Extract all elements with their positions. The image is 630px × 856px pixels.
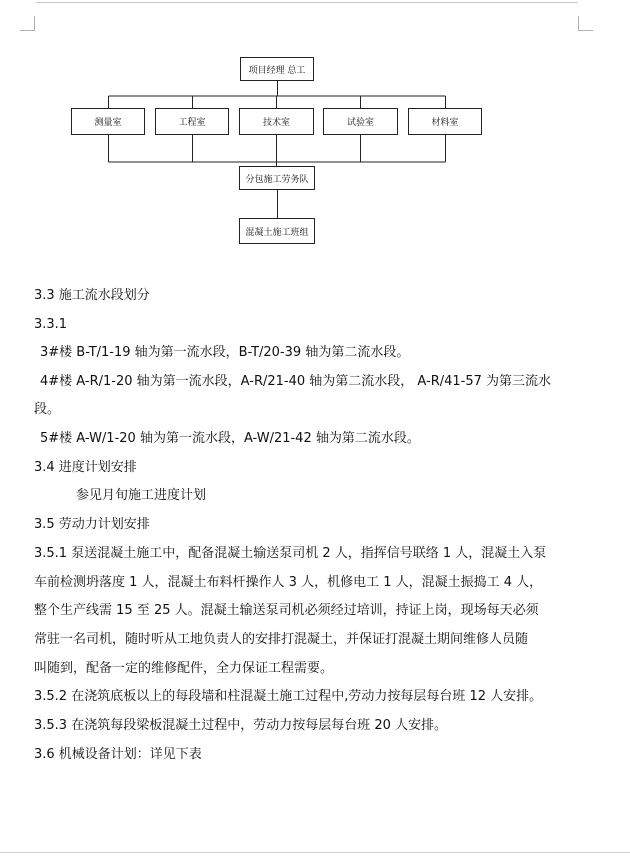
section-3-4-body: 参见月旬施工进度计划 bbox=[76, 488, 207, 503]
org-node-labor-team: 分包施工劳务队 bbox=[239, 166, 315, 190]
section-3-4-heading: 3.4 进度计划安排 bbox=[34, 460, 137, 475]
para-3-5-1-line5: 叫随到，配备一定的维修配件，全力保证工程需要。 bbox=[34, 661, 334, 676]
para-3-5-1-line4: 常驻一名司机，随时听从工地负责人的安排打混凝土，并保证打混凝土期间维修人员随 bbox=[34, 632, 529, 647]
org-node-material-room: 材料室 bbox=[408, 108, 482, 135]
section-3-6-heading: 3.6 机械设备计划：详见下表 bbox=[34, 747, 202, 762]
para-3-5-3: 3.5.3 在浇筑每段梁板混凝土过程中，劳动力按每层每台班 20 人安排。 bbox=[34, 718, 448, 733]
section-3-3-heading: 3.3 施工流水段划分 bbox=[34, 288, 150, 303]
org-node-technical-room: 技术室 bbox=[239, 108, 314, 135]
building-3-stages: 3#楼 B-T/1-19 轴为第一流水段，B-T/20-39 轴为第二流水段。 bbox=[40, 345, 410, 360]
para-3-5-1-line1: 3.5.1 泵送混凝土施工中，配备混凝土输送泵司机 2 人，指挥信号联络 1 人，混凝土入泵 bbox=[34, 546, 547, 561]
page-bottom-border bbox=[0, 852, 630, 853]
org-node-project-manager: 项目经理 总工 bbox=[240, 57, 314, 81]
building-5-stages: 5#楼 A-W/1-20 轴为第一流水段，A-W/21-42 轴为第二流水段。 bbox=[40, 431, 420, 446]
para-3-5-1-line3: 整个生产线需 15 至 25 人。混凝土输送泵司机必须经过培训，持证上岗，现场每天必须 bbox=[34, 603, 539, 618]
building-4-stages-line1: 4#楼 A-R/1-20 轴为第一流水段，A-R/21-40 轴为第二流水段， A-R/41-57 为第三流水 bbox=[40, 374, 552, 389]
org-node-concrete-squad: 混凝土施工班组 bbox=[239, 218, 315, 244]
org-node-survey-room: 测量室 bbox=[71, 108, 145, 135]
para-3-5-2: 3.5.2 在浇筑底板以上的每段墙和柱混凝土施工过程中,劳动力按每层每台班 12 人安排。 bbox=[34, 689, 543, 704]
org-node-engineering-room: 工程室 bbox=[155, 108, 229, 135]
building-4-stages-line2: 段。 bbox=[34, 402, 61, 417]
org-node-testing-room: 试验室 bbox=[323, 108, 398, 135]
section-3-3-1-heading: 3.3.1 bbox=[34, 317, 68, 332]
section-3-5-heading: 3.5 劳动力计划安排 bbox=[34, 517, 150, 532]
para-3-5-1-line2: 车前检测坍落度 1 人，混凝土布料杆操作人 3 人，机修电工 1 人，混凝土振捣工 4 人， bbox=[34, 575, 543, 590]
